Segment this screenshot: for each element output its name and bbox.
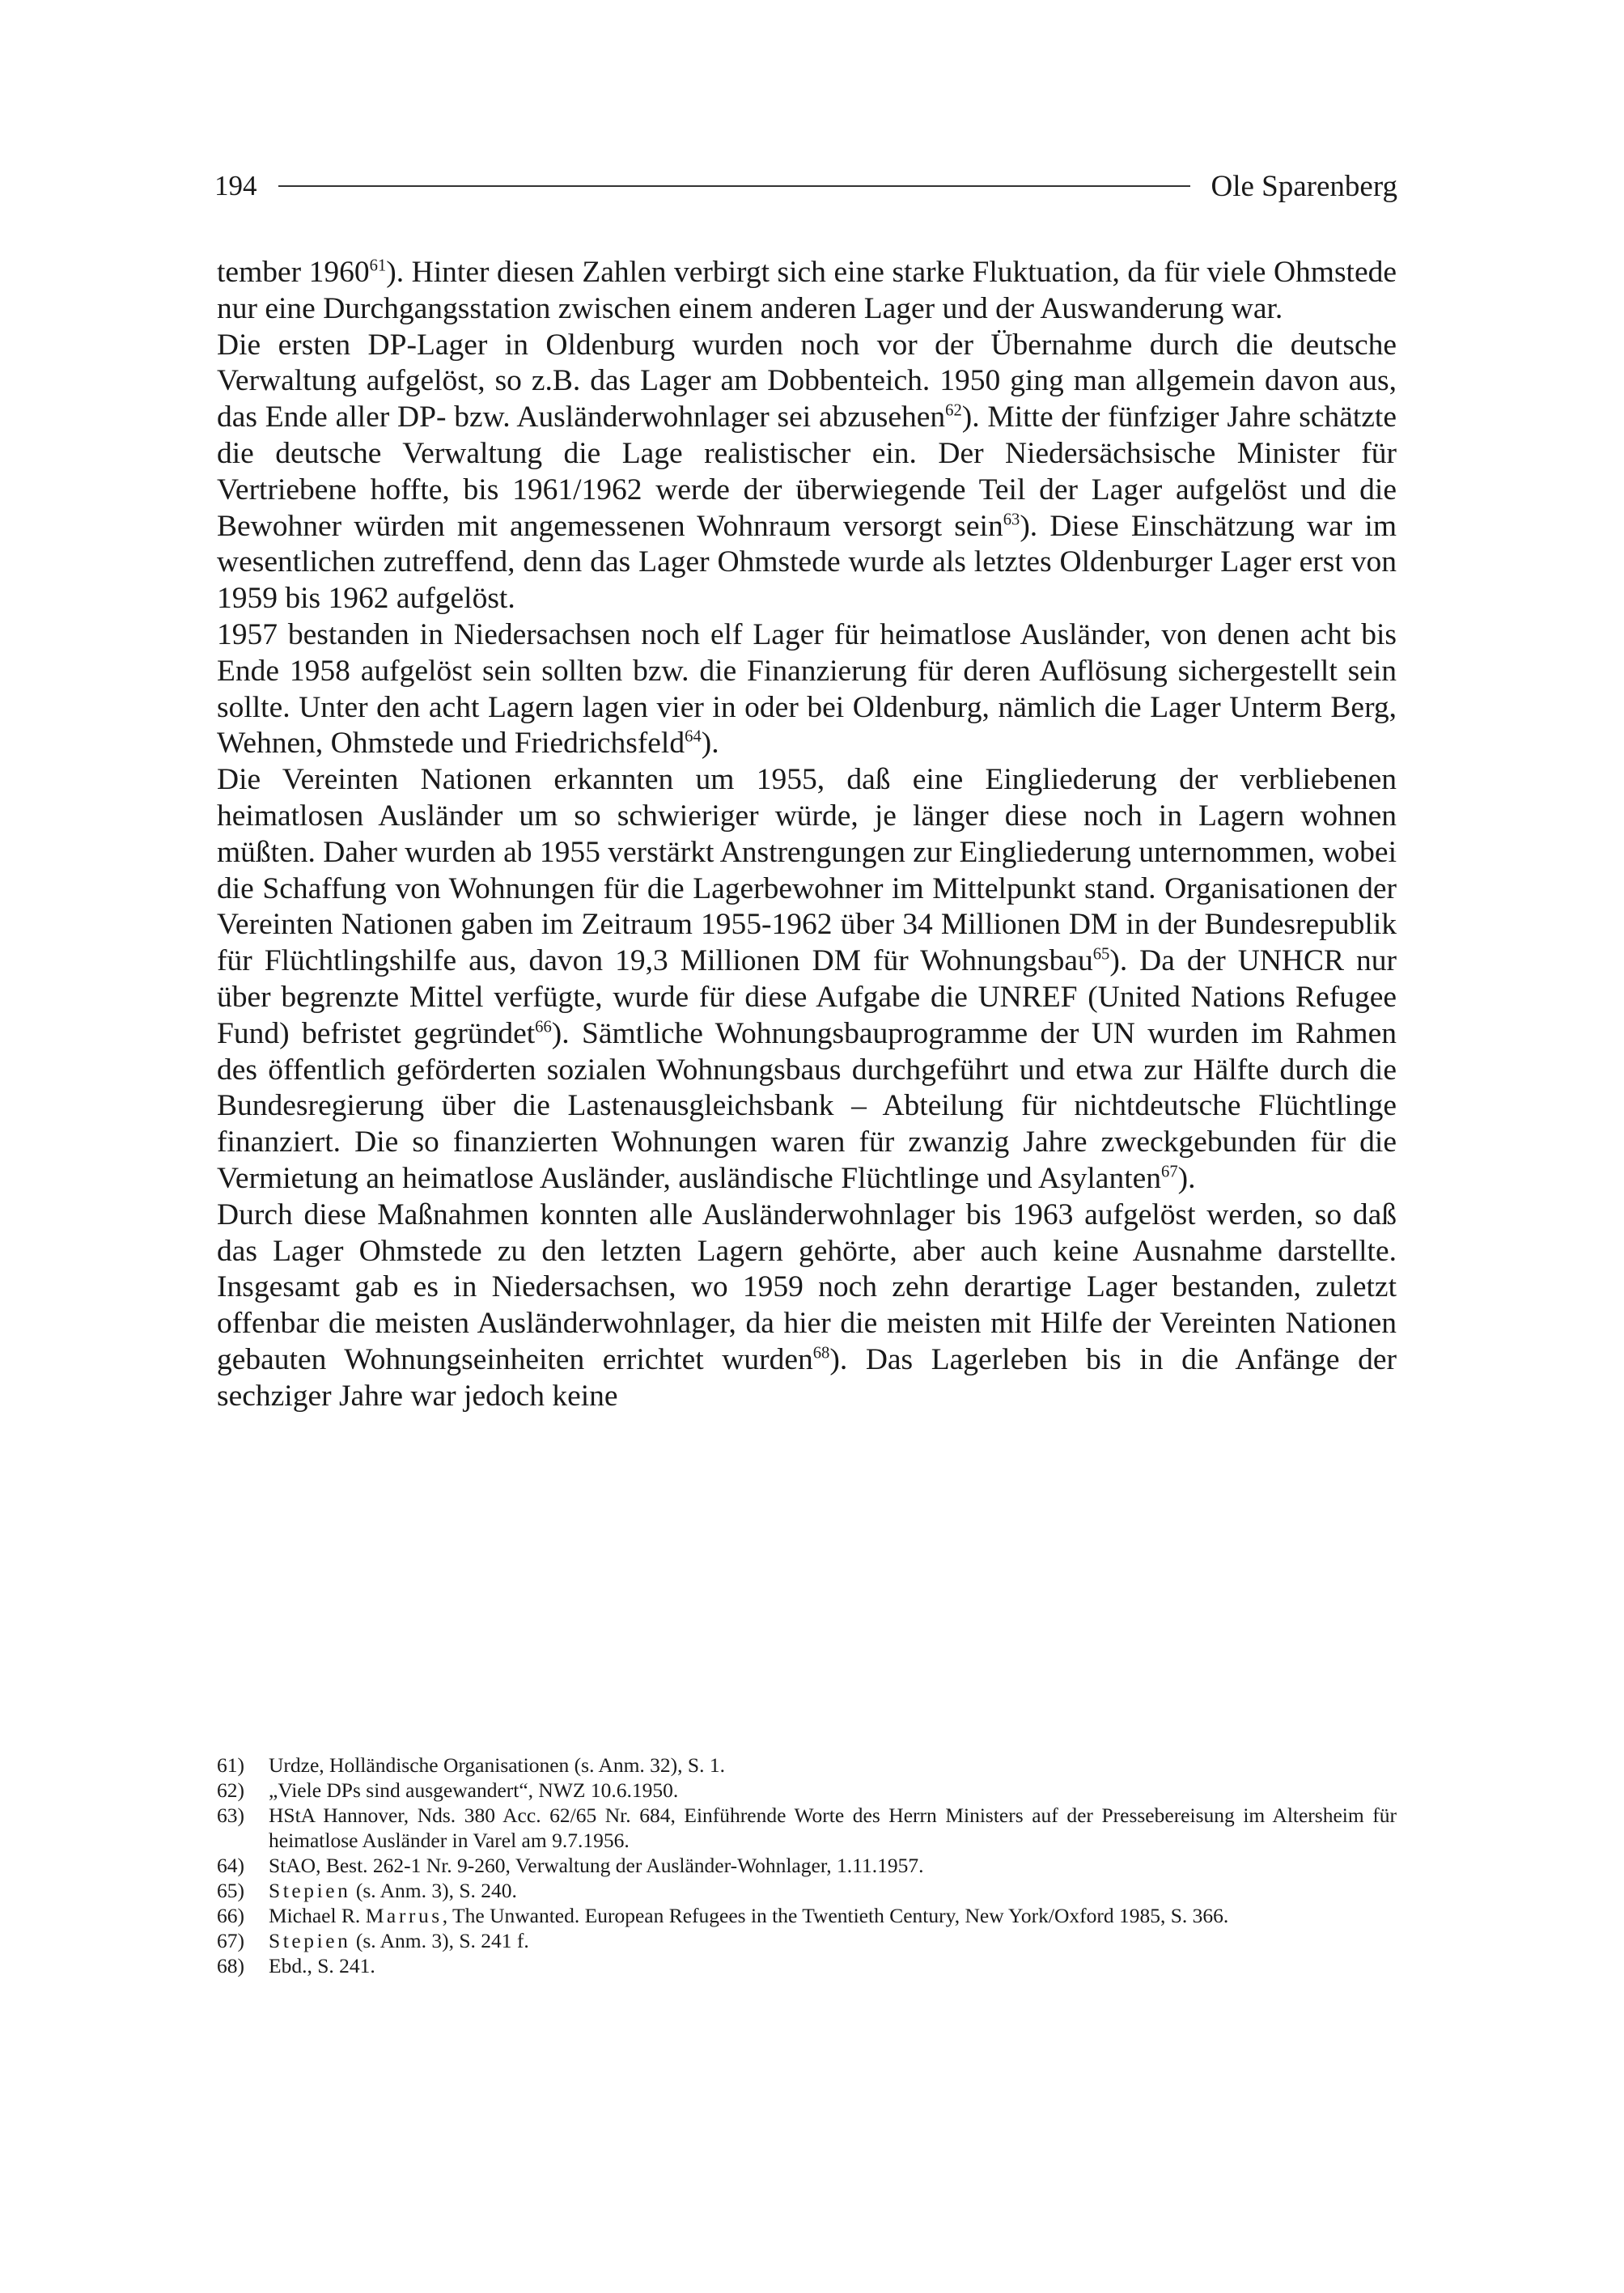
body-text <box>217 255 1397 1415</box>
running-head: Ole Sparenberg <box>1211 169 1397 203</box>
footnote-number: 64) <box>217 1854 244 1877</box>
paragraph-text: Die Vereinten Nationen erkannten um 1955, daß eine Eingliederung der verbliebenen heimatlosen Ausländer um so schwieriger würde, je länger diese noch in Lagern wohnen müßten. Daher wurden ab 1955 verstärkt Anstrengungen zur Eingliederung unternommen, wobei die Schaffung von Wohnungen für die Lagerbewohner im Mittelpunkt stand. Organisationen der Vereinten Nationen gaben im Zeitraum 1955-1962 über 34 Millionen DM in der Bundesrepublik für Flüchtlingshilfe aus, davon 19,3 Millionen DM für Wohnungsbau <box>217 763 1397 978</box>
footnote-segment: Ebd., S. 241. <box>269 1954 375 1977</box>
paragraph-text: ). Diese Einschätzung war im wesentlichen zutreffend, denn das Lager Ohmstede wurde als letztes Oldenburger Lager erst von 1959 bis 1962 aufgelöst. <box>217 509 1397 616</box>
footnote <box>217 1878 1397 1903</box>
footnote-number: 63) <box>217 1803 244 1827</box>
page-header <box>214 162 1397 210</box>
footnote-segment: „Viele DPs sind ausgewandert“, NWZ 10.6.1950. <box>269 1778 679 1802</box>
footnote-segment: StAO, Best. 262-1 Nr. 9-260, Verwaltung der Ausländer-Wohnlager, 1.11.1957. <box>269 1854 924 1877</box>
paragraph <box>217 1197 1397 1415</box>
footnote-ref: 62 <box>945 401 962 420</box>
paragraph <box>217 617 1397 762</box>
paragraph <box>217 255 1397 328</box>
footnote-number: 68) <box>217 1954 244 1977</box>
page-number: 194 <box>214 170 257 201</box>
paragraph-text: ). Das Lagerleben bis in die Anfänge der sechziger Jahre war jedoch keine <box>217 1342 1397 1413</box>
footnote <box>217 1903 1397 1928</box>
footnote-ref: 63 <box>1003 511 1020 529</box>
footnote-text <box>269 1903 1397 1928</box>
footnote-text <box>269 1803 1397 1853</box>
footnote-ref: 66 <box>535 1018 552 1036</box>
footnote-ref: 61 <box>369 256 387 275</box>
footnote-ref: 65 <box>1092 945 1110 964</box>
footnote-ref: 68 <box>812 1344 830 1363</box>
author-name: Stepien <box>269 1929 351 1952</box>
paragraph <box>217 762 1397 1197</box>
footnote-segment: (s. Anm. 3), S. 241 f. <box>350 1929 529 1952</box>
author-name: Marrus <box>365 1904 443 1927</box>
paragraph-text: ). Mitte der fünfziger Jahre schätzte die deutsche Verwaltung die Lage realistischer ein. Der Niedersächsische Minister für Vertriebene hoffte, bis 1961/1962 werde der überwiegende Teil der Lager aufgelöst und die Bewohner würden mit angemessenen Wohnraum versorgt sein <box>217 401 1397 543</box>
footnote-ref: 67 <box>1161 1163 1178 1181</box>
paragraph-text: ). <box>1177 1161 1196 1195</box>
paragraph-text: Durch diese Maßnahmen konnten alle Ausländerwohnlager bis 1963 aufgelöst werden, so daß das Lager Ohmstede zu den letzten Lagern gehörte, aber auch keine Ausnahme darstellte. Insgesamt gab es in Niedersachsen, wo 1959 noch zehn derartige Lager bestanden, zuletzt offenbar die meisten Ausländerwohnlager, da hier die meisten mit Hilfe der Vereinten Nationen gebauten Wohnungseinheiten errichtet wurden <box>217 1197 1397 1376</box>
footnote <box>217 1953 1397 1978</box>
footnote-number: 65) <box>217 1879 244 1902</box>
footnote-text <box>269 1878 1397 1903</box>
footnotes <box>217 1753 1397 1978</box>
header-rule <box>278 185 1190 187</box>
footnote-text <box>269 1753 1397 1778</box>
paragraph-text: ). <box>701 727 719 761</box>
footnote-number: 67) <box>217 1929 244 1952</box>
paragraph-text: Die ersten DP-Lager in Oldenburg wurden noch vor der Übernahme durch die deutsche Verwaltung aufgelöst, so z.B. das Lager am Dobbenteich. 1950 ging man allgemein davon aus, das Ende aller DP- bzw. Ausländerwohnlager sei abzusehen <box>217 328 1397 434</box>
footnote <box>217 1753 1397 1778</box>
footnote-segment: Michael R. <box>269 1904 366 1927</box>
paragraph-text: ). Da der UNHCR nur über begrenzte Mittel verfügte, wurde für diese Aufgabe die UNREF (United Nations Refugee Fund) befristet gegründet <box>217 944 1397 1050</box>
footnote <box>217 1853 1397 1878</box>
paragraph-text: 1957 bestanden in Niedersachsen noch elf Lager für heimatlose Ausländer, von denen acht bis Ende 1958 aufgelöst sein sollten bzw. die Finanzierung für deren Auflösung sichergestellt sein sollte. Unter den acht Lagern lagen vier in oder bei Oldenburg, nämlich die Lager Unterm Berg, Wehnen, Ohmstede und Friedrichsfeld <box>217 617 1397 761</box>
footnote-segment: HStA Hannover, Nds. 380 Acc. 62/65 Nr. 684, Einführende Worte des Herrn Ministers auf der Pressebereisung im Altersheim für heimatlose Ausländer in Varel am 9.7.1956. <box>269 1803 1397 1852</box>
footnote-segment: (s. Anm. 3), S. 240. <box>350 1879 517 1902</box>
footnote <box>217 1803 1397 1853</box>
paragraph-text: ). Sämtliche Wohnungsbauprogramme der UN wurden im Rahmen des öffentlich geförderten sozialen Wohnungsbaus durchgeführt und etwa zur Hälfte durch die Bundesregierung über die Lastenausgleichsbank – Abteilung für nichtdeutsche Flüchtlinge finanziert. Die so finanzierten Wohnungen waren für zwanzig Jahre zweckgebunden für die Vermietung an heimatlose Ausländer, ausländische Flüchtlinge und Asylanten <box>217 1016 1397 1195</box>
footnote <box>217 1778 1397 1803</box>
footnote-number: 66) <box>217 1904 244 1927</box>
footnote-segment: Urdze, Holländische Organisationen (s. Anm. 32), S. 1. <box>269 1753 725 1777</box>
footnote-ref: 64 <box>685 727 702 746</box>
author-name: Stepien <box>269 1879 351 1902</box>
footnote-number: 61) <box>217 1753 244 1777</box>
footnote <box>217 1928 1397 1953</box>
paragraph <box>217 328 1397 617</box>
footnote-text <box>269 1928 1397 1953</box>
footnote-text <box>269 1853 1397 1878</box>
footnote-text <box>269 1953 1397 1978</box>
footnote-text <box>269 1778 1397 1803</box>
footnote-number: 62) <box>217 1778 244 1802</box>
paragraph-text: ). Hinter diesen Zahlen verbirgt sich eine starke Fluktuation, da für viele Ohmstede nur eine Durchgangsstation zwischen einem anderen Lager und der Auswanderung war. <box>217 256 1397 325</box>
paragraph-text: tember 1960 <box>217 256 370 289</box>
footnote-segment: , The Unwanted. European Refugees in the Twentieth Century, New York/Oxford 1985, S. 366. <box>442 1904 1229 1927</box>
